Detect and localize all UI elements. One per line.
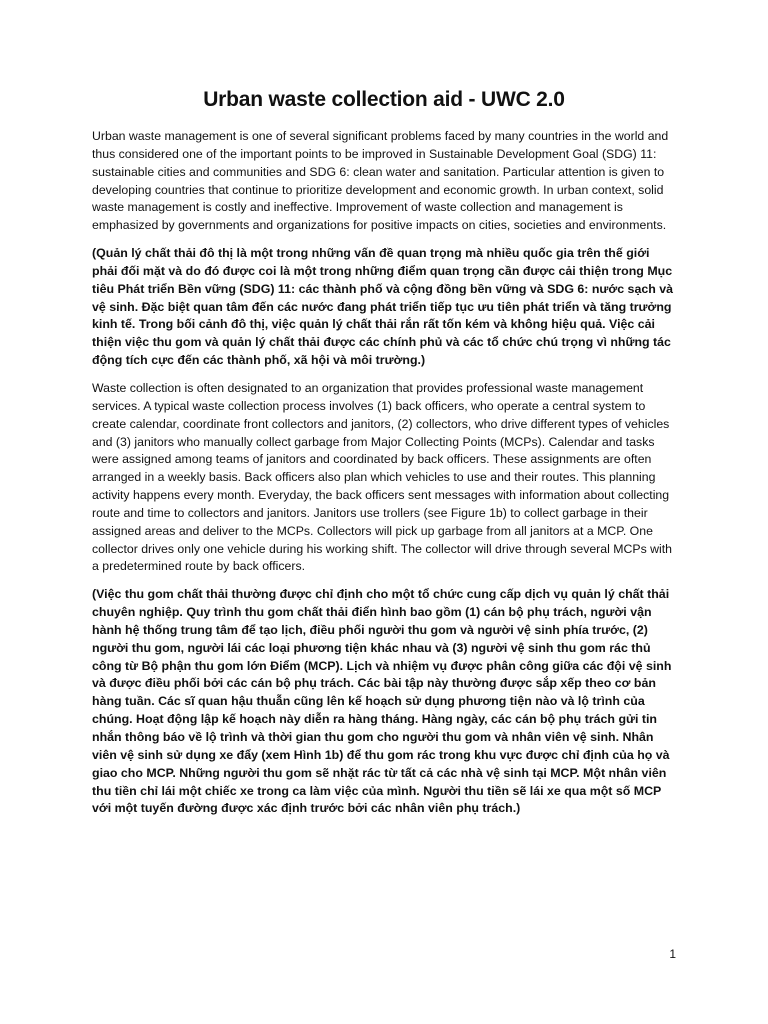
paragraph-intro-english: Urban waste management is one of several significant problems faced by many countries in the world and thus considered one of the important points to be improved in Sustainable Development Goal (SDG) 11: sustainable cities and communities and SDG 6: clean water and sanitation. Particular attention is given to developing countries that continue to prioritize development and economic growth. In urban context, solid waste management is costly and ineffective. Improvement of waste collection and management is emphasized by governments and organizations for positive impacts on cities, societies and environments.	[92, 129, 669, 233]
paragraph-intro-vietnamese: (Quản lý chất thải đô thị là một trong những vấn đề quan trọng mà nhiều quốc gia trên thế giới phải đối mặt và do đó được coi là một trong những điểm quan trọng cần được cải thiện trong Mục tiêu Phát triển Bền vững (SDG) 11: các thành phố và cộng đồng bền vững và SDG 6: nước sạch và vệ sinh. Đặc biệt quan tâm đến các nước đang phát triển tiếp tục ưu tiên phát triển và tăng trưởng kinh tế. Trong bối cảnh đô thị, việc quản lý chất thải rắn rất tốn kém và không hiệu quả. Việc cải thiện việc thu gom và quản lý chất thải được các chính phủ và các tổ chức chú trọng vì những tác động tích cực đến các thành phố, xã hội và môi trường.)	[92, 246, 674, 368]
paragraph-process-english: Waste collection is often designated to an organization that provides professional waste management services. A typical waste collection process involves (1) back officers, who operate a central system to create calendar, coordinate front collectors and janitors, (2) collectors, who drive different types of vehicles and (3) janitors who manually collect garbage from Major Collecting Points (MCPs). Calendar and tasks were assigned among teams of janitors and coordinated by back officers. These assignments are often arranged in a weekly basis. Back officers also plan which vehicles to use and their routes. This planning activity happens every month. Everyday, the back officers sent messages with information about collecting route and time to collectors and janitors. Janitors use trollers (see Figure 1b) to collect garbage in their assigned areas and deliver to the MCPs. Collectors will pick up garbage from all janitors at a MCP. One collector drives only one vehicle during his working shift. The collector will drive through several MCPs with a predetermined route by back officers.	[92, 380, 673, 574]
document-title: Urban waste collection aid - UWC 2.0	[203, 88, 565, 111]
page-number: 1	[669, 947, 676, 961]
paragraph-process-vietnamese: (Việc thu gom chất thải thường được chỉ định cho một tổ chức cung cấp dịch vụ quản lý chất thải chuyên nghiệp. Quy trình thu gom chất thải điển hình bao gồm (1) cán bộ phụ trách, người vận hành hệ thống trung tâm để tạo lịch, điều phối người thu gom và người vệ sinh phía trước, (2) người thu gom, người lái các loại phương tiện khác nhau và (3) người vệ sinh thu gom rác thủ công từ Bộ phận thu gom lớn Điểm (MCP). Lịch và nhiệm vụ được phân công giữa các đội vệ sinh và được điều phối bởi các cán bộ phụ trách. Các bài tập này thường được sắp xếp theo cơ bản hàng tuần. Các sĩ quan hậu thuẫn cũng lên kế hoạch sử dụng phương tiện nào và lộ trình của chúng. Hoạt động lập kế hoạch này diễn ra hàng tháng. Hàng ngày, các cán bộ phụ trách gửi tin nhắn thông báo về lộ trình và thời gian thu gom cho người thu gom và nhân viên vệ sinh. Nhân viên vệ sinh sử dụng xe đẩy (xem Hình 1b) để thu gom rác trong khu vực được chỉ định của họ và giao cho MCP. Những người thu gom sẽ nhặt rác từ tất cả các nhà vệ sinh tại MCP. Một nhân viên thu tiền chỉ lái một chiếc xe trong ca làm việc của mình. Người thu tiền sẽ lái xe qua một số MCP với một tuyến đường được xác định trước bởi các nhân viên phụ trách.)	[92, 587, 672, 816]
